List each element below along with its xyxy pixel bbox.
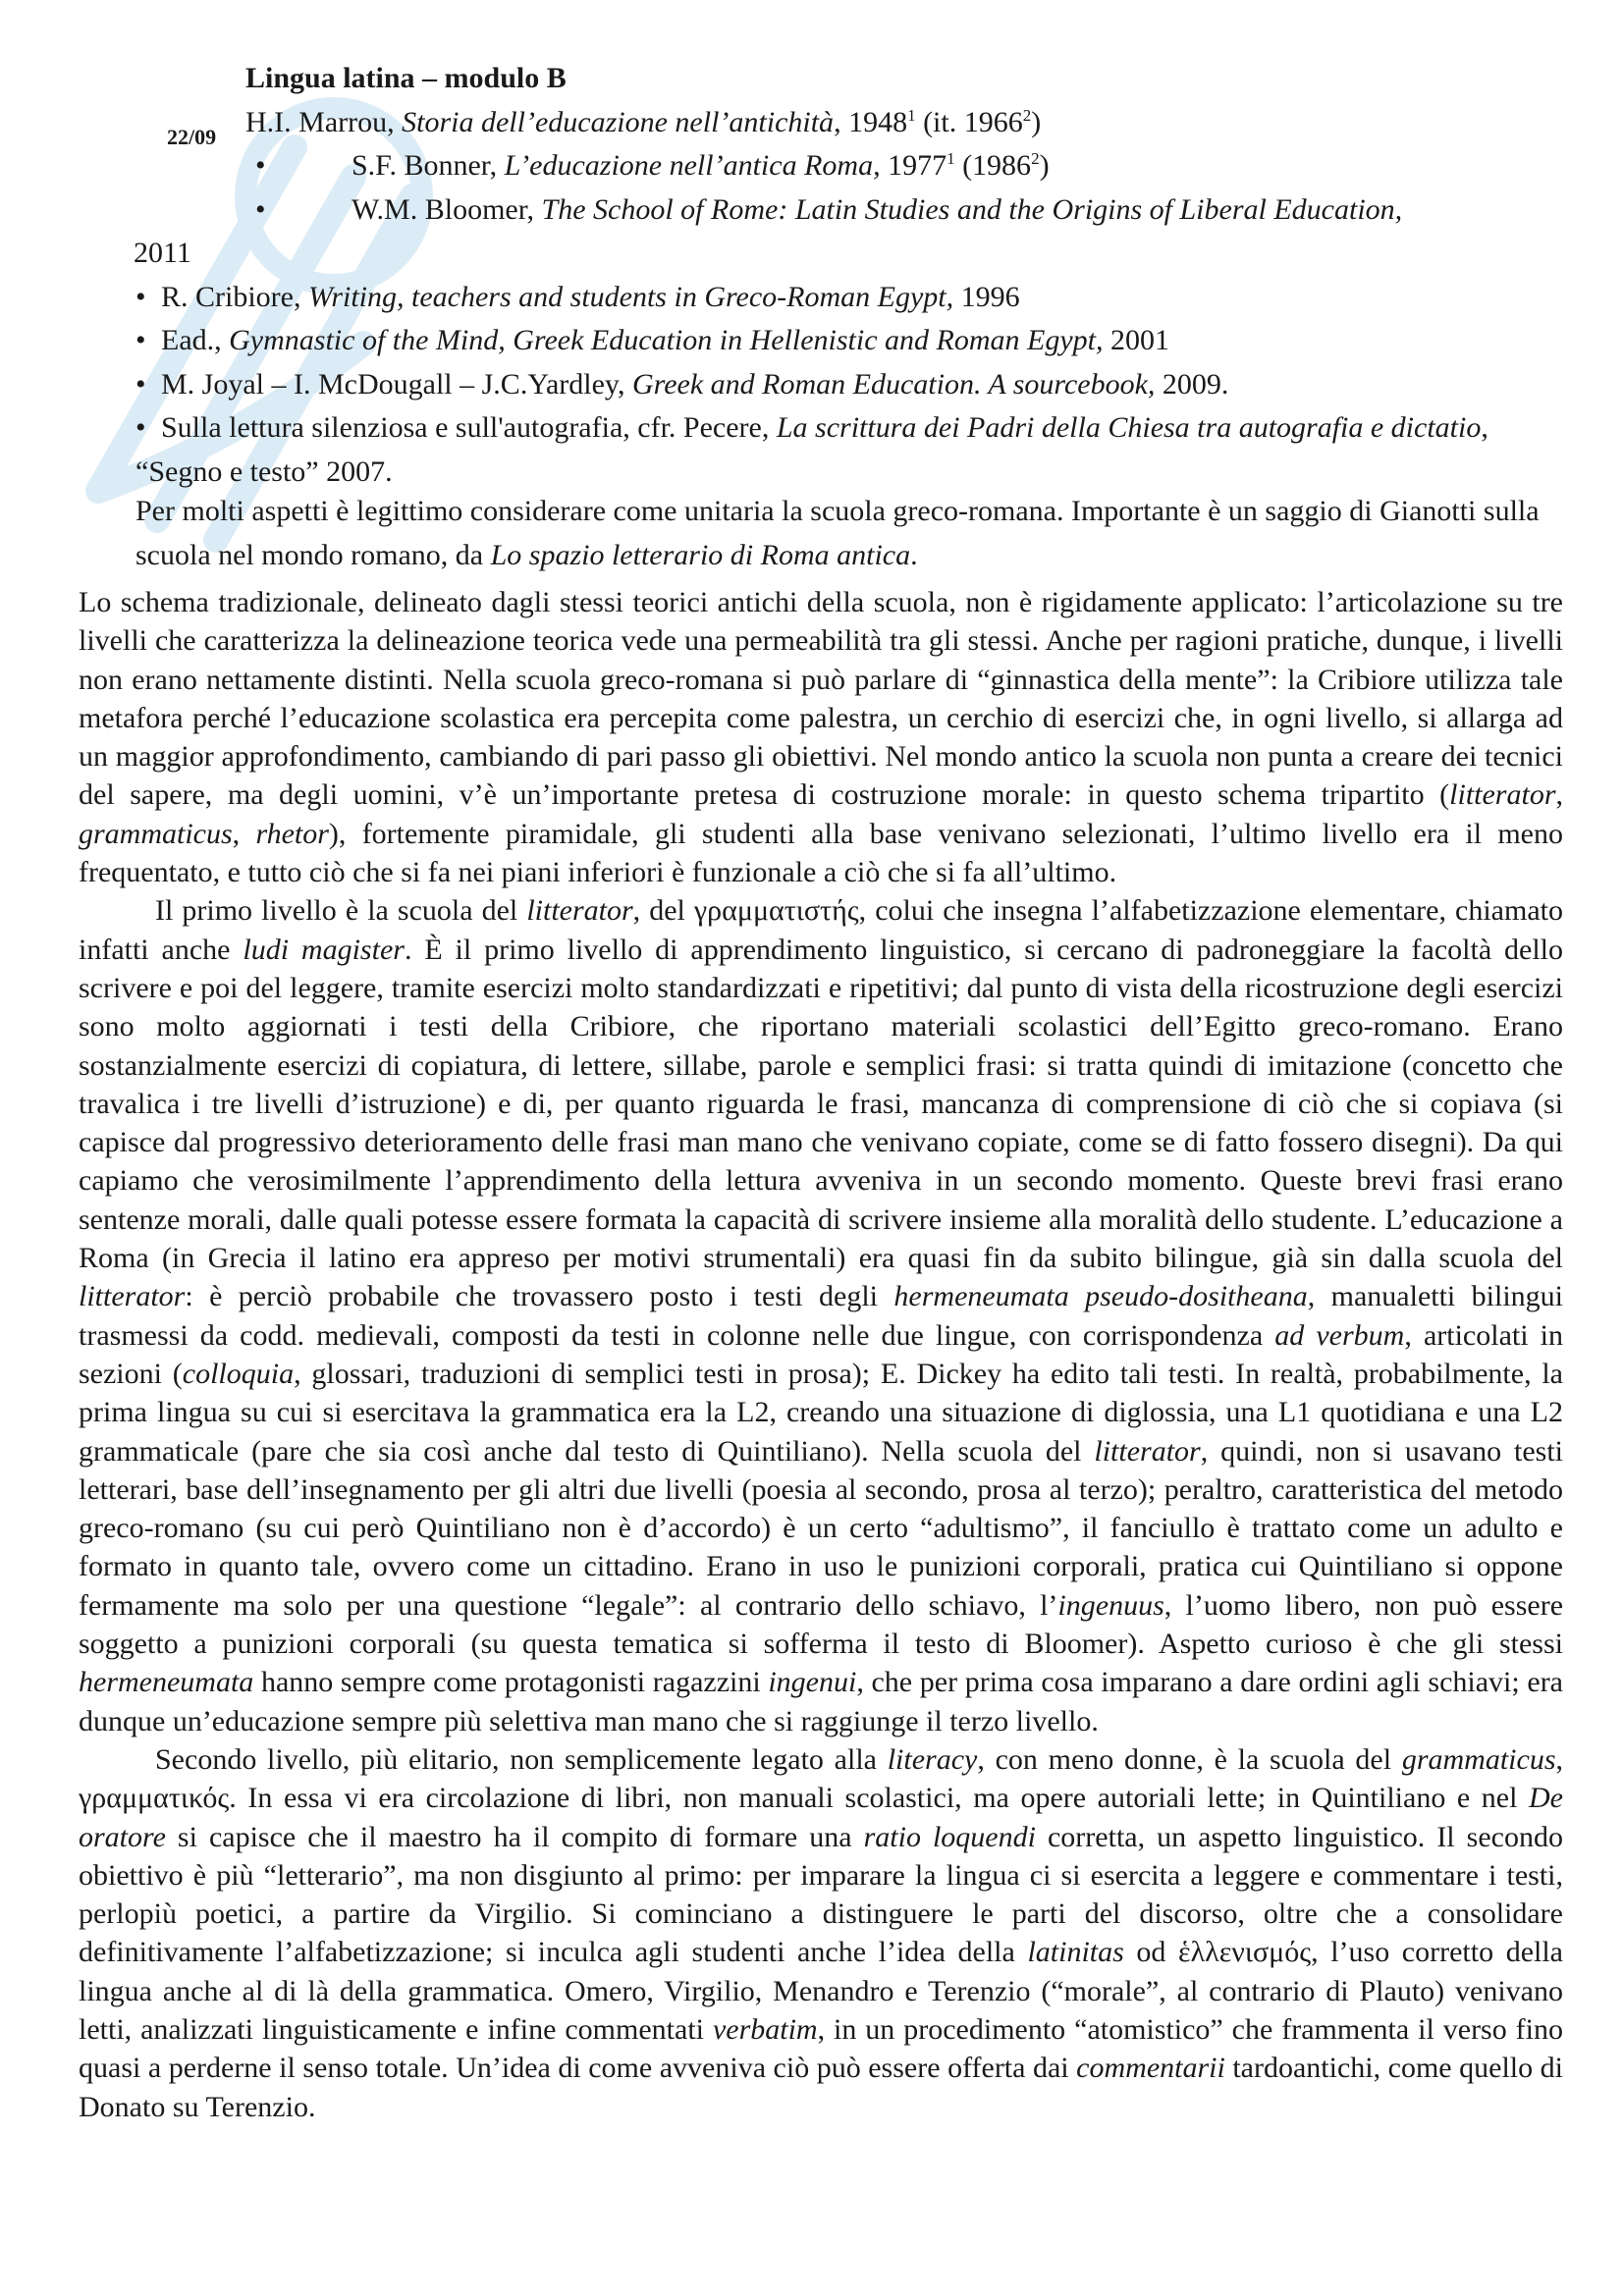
text-run: Secondo livello, più elitario, non semplicemente legato alla [155,1742,888,1776]
text-run: , in un procedimento “atomistico” che frammenta il verso fino quasi a perderne il senso totale. Un’idea di come avveniva ciò può essere offerta dai [79,2012,1563,2085]
reference-cribiore-2: • Ead., Gymnastic of the Mind, Greek Education in Hellenistic and Roman Egypt, 2001 [135,319,1549,363]
italic-term: ingenuus [1057,1588,1164,1622]
text-run: si capisce che il maestro ha il compito di formare una [165,1820,864,1853]
text-run: od ἑλλενισμός, l’uso corretto della lingua anche al di là della grammatica. Omero, Virgilio, Menandro e Terenzio (“morale”, al contrario di Plauto) venivano letti, analizzati linguisticamente e infine commentati [79,1936,1564,2046]
bullet: • [135,280,146,313]
italic-term: commentarii [1076,2052,1225,2085]
text-run: , [232,817,256,850]
bibliography-section [135,57,1549,577]
bullet: • [255,192,266,226]
reference-pecere: • Sulla lettura silenziosa e sull'autografia, cfr. Pecere, La scrittura dei Padri della Chiesa tra autografia e dictatio, “Segno e testo” 2007. [135,406,1549,494]
text-run: hanno sempre come protagonisti ragazzini [253,1666,769,1699]
text-run: corretta, un aspetto linguistico. Il secondo obiettivo è più “letterario”, ma non disgiunto al primo: per imparare la lingua ci si esercita a leggere e commentare i testi, perlopiù poetici, a partire da Virgilio. Si cominciano a distinguere le parti del discorso, oltre che a consolidare definitivamente l’alfabetizzazione; si inculca agli studenti anche l’idea della [79,1820,1563,1969]
text-run: , del γραμματιστής, colui che insegna l’alfabetizzazione elementare, chiamato infatti anche [79,894,1563,966]
italic-term: ratio loquendi [863,1820,1036,1853]
italic-term: litterator [1449,778,1556,812]
italic-term: rhetor [255,817,329,850]
text-run: ), fortemente piramidale, gli studenti alla base venivano selezionati, l’ultimo livello era il meno frequentato, e tutto ciò che si fa nei piani inferiori è funzionale a ciò che si fa all’ultimo. [79,817,1563,889]
main-text [79,583,1563,2126]
reference-joyal: • M. Joyal – I. McDougall – J.C.Yardley, Greek and Roman Education. A sourcebook, 2009. [135,363,1549,407]
italic-term: litterator [79,1280,186,1313]
reference-bonner: • S.F. Bonner, L’educazione nell’antica Roma, 1977$^1$ (1986$^2$) [135,144,1549,188]
lecture-date: 22/09 [167,125,217,149]
paragraph-3 [79,1740,1563,2126]
italic-term: litterator [526,894,633,928]
text-run: . È il primo livello di apprendimento linguistico, si cercano di padroneggiare la facoltà dello scrivere e poi del leggere, tramite esercizi molto standardizzati e ripetitivi; dal punto di vista della ricostruzione degli esercizi sono molto aggiornati i testi della Cribiore, che riportano materiali scolastici dell’Egitto greco-romano. Erano sostanzialmente esercizi di copiatura, di lettere, sillabe, parole e semplici frasi: si tratta quindi di imitazione (concetto che travalica i tre livelli d’istruzione) e di, per quanto riguarda le frasi, mancanza di comprensione di ciò che si copiava (si capisce dal progressivo deterioramento delle frasi man mano che venivano copiate, come se di fatto fossero disegni). Da qui capiamo che verosimilmente l’apprendimento della lettura avveniva in un secondo momento. Queste brevi frasi erano sentenze morali, dalle quali potesse essere formata la capacità di scrivere insieme alla moralità dello studente. L’educazione a Roma (in Grecia il latino era appreso per motivi strumentali) era quasi fin da subito bilingue, già sin dalla scuola del [79,933,1564,1275]
bullet: • [135,411,146,444]
text-run: , quindi, non si usavano testi letterari, base dell’insegnamento per gli altri due livelli (poesia al secondo, prosa al terzo); peraltro, caratteristica del metodo greco-romano (su cui però Quintiliano non è d’accordo) è un certo “adultismo”, il fanciullo è trattato come un adulto e formato in quanto tale, ovvero come un cittadino. Erano in uso le punizioni corporali, pratica cui Quintiliano si oppone fermamente ma solo per una questione “legale”: al contrario dello schiavo, l’ [79,1434,1563,1622]
text-run: , con meno donne, è la scuola del [977,1742,1402,1776]
italic-term: ingenui [768,1666,857,1699]
text-run: , manualetti bilingui trasmessi da codd. medievali, composti da testi in colonne nelle due lingue, con corrispondenza [79,1280,1563,1352]
italic-term: De oratore [79,1782,1563,1853]
italic-term: latinitas [1027,1936,1124,1969]
reference-bloomer: • W.M. Bloomer, The School of Rome: Latin Studies and the Origins of Liberal Education, 2011 [135,188,1549,276]
text-run: , che per prima cosa imparano a dare ordini agli schiavi; era dunque un’educazione sempre più selettiva man mano che si raggiunge il terzo livello. [79,1666,1563,1737]
italic-term: hermeneumata [79,1666,254,1699]
italic-term: litterator [1094,1434,1201,1468]
text-run: , [1555,778,1563,812]
italic-term: literacy [887,1742,978,1776]
text-run: , glossari, traduzioni di semplici testi in prosa); E. Dickey ha edito tali testi. In realtà, probabilmente, la prima lingua su cui si esercitava la grammatica era la L2, creando una situazione di diglossia, una L1 quotidiana e una L2 grammaticale (pare che sia così anche dal testo di Quintiliano). Nella scuola del [79,1357,1563,1468]
italic-term: verbatim [712,2012,818,2046]
italic-term: hermeneumata pseudo-dositheana [893,1280,1308,1313]
intro-note: Per molti aspetti è legittimo considerare come unitaria la scuola greco-romana. Importante è un saggio di Gianotti sulla scuola nel mondo romano, da Lo spazio letterario di Roma antica. [135,495,1540,571]
bullet: • [135,367,146,400]
text-run: Lo schema tradizionale, delineato dagli stessi teorici antichi della scuola, non è rigidamente applicato: l’articolazione su tre livelli che caratterizza la delineazione teorica vede una permeabilità tra gli stessi. Anche per ragioni pratiche, dunque, i livelli non erano nettamente distinti. Nella scuola greco-romana si può parlare di “ginnastica della mente”: la Cribiore utilizza tale metafora perché l’educazione scolastica era percepita come palestra, un cerchio di esercizi che, in ogni livello, si allarga ad un maggior approfondimento, cambiando di pari passo gli obiettivi. Nel mondo antico la scuola non punta a creare dei tecnici del sapere, ma degli uomini, v’è un’importante pretesa di costruzione morale: in questo schema tripartito ( [79,586,1563,812]
text-run: tardoantichi, come quello di Donato su Terenzio. [79,2052,1563,2123]
reference-cribiore-1: • R. Cribiore, Writing, teachers and students in Greco-Roman Egypt, 1996 [135,276,1549,320]
text-run: , l’uomo libero, non può essere soggetto a punizioni corporali (su questa tematica si sofferma il testo di Bloomer). Aspetto curioso è che gli stessi [79,1588,1564,1661]
bullet: • [255,149,266,182]
italic-term: grammaticus [1401,1742,1556,1776]
text-run: , articolati in sezioni ( [79,1318,1563,1390]
italic-term: grammaticus [79,817,233,850]
paragraph-2 [79,891,1563,1740]
bullet: • [135,324,146,356]
reference-marrou: H.I. Marrou, Storia dell’educazione nell’antichità, 1948$^1$ (it. 1966$^2$) [245,105,1042,138]
section-title: Lingua latina – modulo B [245,62,567,94]
text-run: Il primo livello è la scuola del [155,894,527,928]
paragraph-1 [79,583,1563,891]
italic-term: colloquia [182,1357,295,1390]
text-run: : è perciò probabile che trovassero posto i testi degli [185,1280,894,1313]
text-run: , γραμματικός. In essa vi era circolazione di libri, non manuali scolastici, ma opere autoriali lette; in Quintiliano e nel [79,1742,1563,1815]
italic-term: ad verbum [1274,1318,1405,1352]
italic-term: ludi magister [243,933,405,966]
